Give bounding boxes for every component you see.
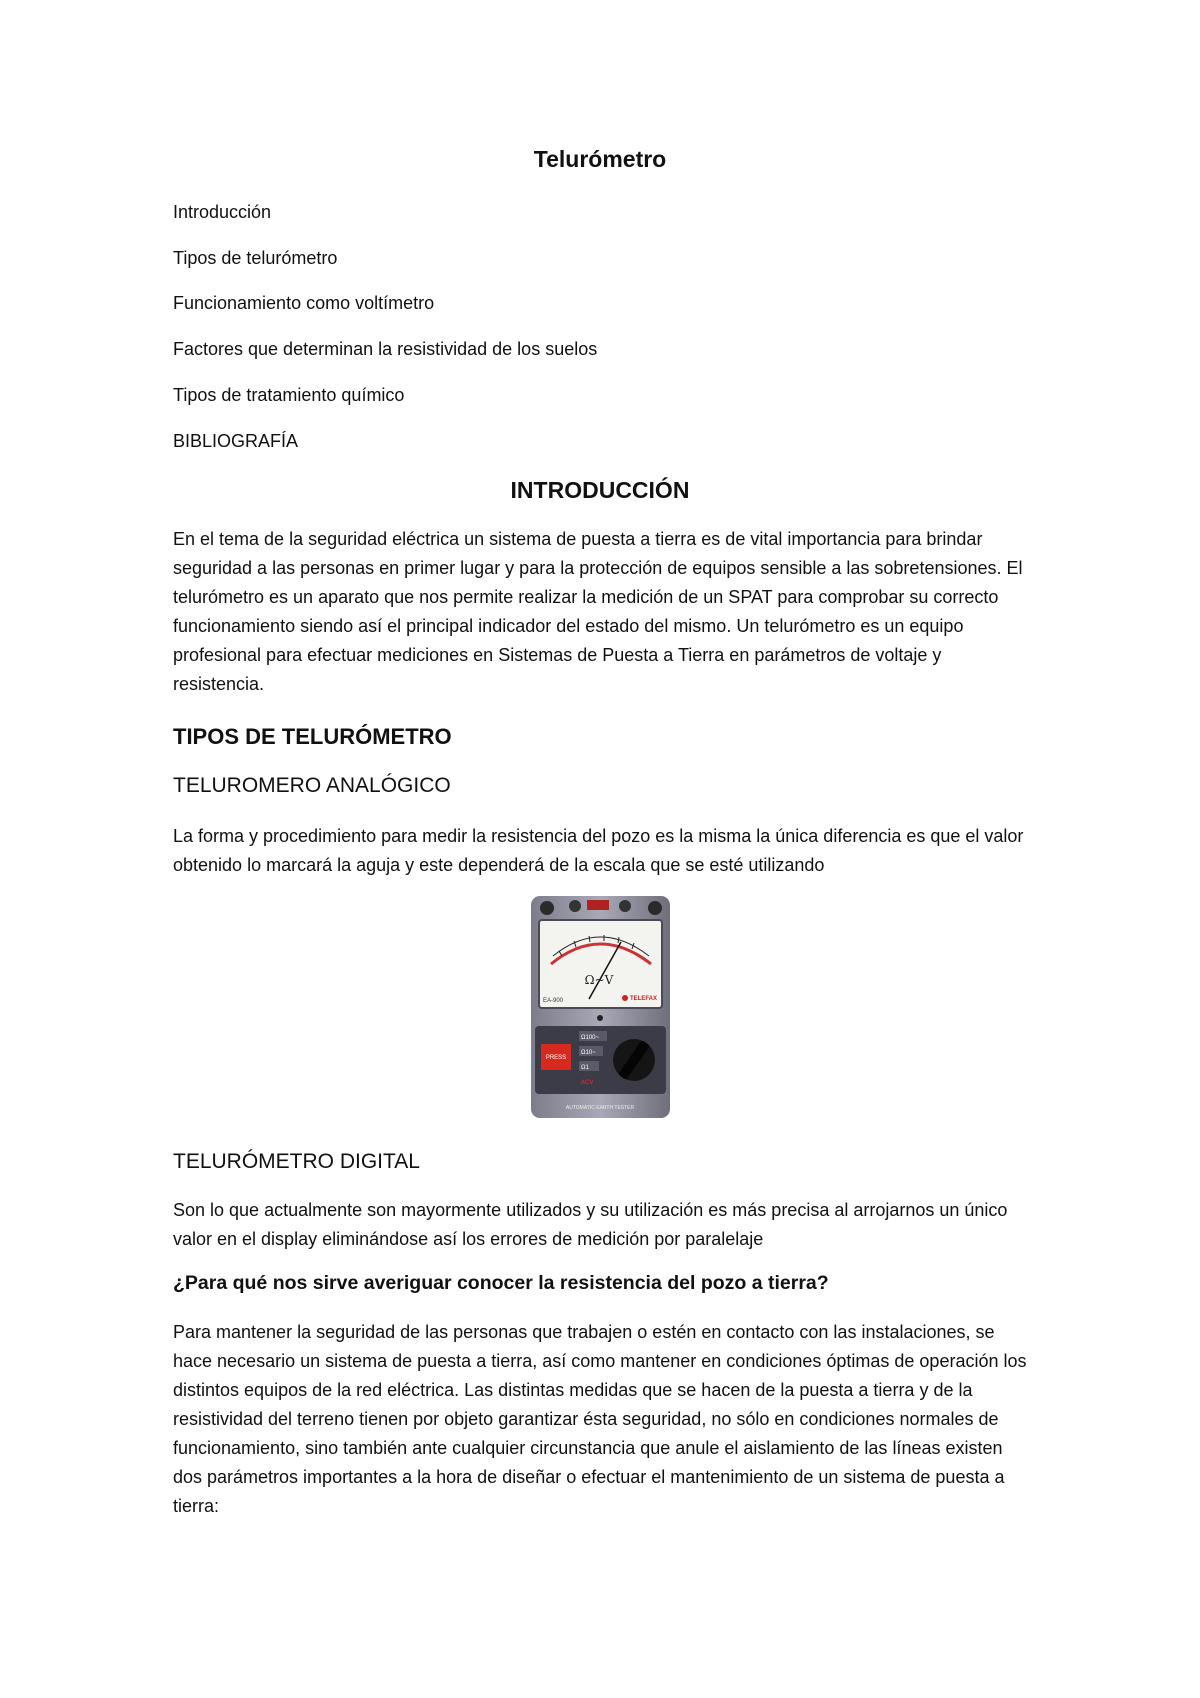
- dial-label: Ω~V: [584, 973, 614, 987]
- terminal-red: [587, 900, 609, 910]
- digital-paragraph: Son lo que actualmente son mayormente utilizados y su utilización es más precisa al arrojarnos un único valor en el display eliminándose así los errores de medición por paralelaje: [173, 1200, 1008, 1249]
- brand-logo-icon: [622, 995, 628, 1001]
- model-label: EA-900: [543, 998, 564, 1004]
- analog-heading: TELUROMERO ANALÓGICO: [173, 774, 451, 797]
- intro-paragraph: En el tema de la seguridad eléctrica un sistema de puesta a tierra es de vital importancia para brindar seguridad a las personas en primer lugar y para la protección de equipos sensible a las sobretensiones. El telurómetro es un aparato que nos permite realizar la medición de un SPAT para comprobar su correcto funcionamiento siendo así el principal indicador del estado del mismo. Un telurómetro es un equipo profesional para efectuar mediciones en Sistemas de Puesta a Tierra en parámetros de voltaje y resistencia.: [173, 529, 1023, 694]
- terminal-knob: [648, 901, 662, 915]
- lamp-icon: [597, 1015, 603, 1021]
- press-button-label: PRESS: [545, 1055, 567, 1061]
- terminal-knob: [619, 900, 631, 912]
- toc-item-bibliografia: BIBLIOGRAFÍA: [173, 431, 299, 451]
- range-label: Ω10~: [581, 1050, 596, 1056]
- toc-item-tipos: Tipos de telurómetro: [173, 248, 338, 268]
- meter-window: [539, 920, 662, 1008]
- toc-item-introduccion: Introducción: [173, 202, 272, 222]
- brand-label: TELEFAX: [630, 996, 658, 1002]
- analog-tester-image: [529, 894, 672, 1120]
- types-heading: TIPOS DE TELURÓMETRO: [173, 724, 452, 749]
- terminal-knob: [569, 900, 581, 912]
- terminal-knob: [540, 901, 554, 915]
- intro-heading: INTRODUCCIÓN: [510, 477, 690, 503]
- range-label: Ω100~: [581, 1035, 599, 1041]
- toc-item-factores: Factores que determinan la resistividad de los suelos: [173, 339, 598, 359]
- digital-heading: TELURÓMETRO DIGITAL: [173, 1150, 420, 1173]
- question-paragraph: Para mantener la seguridad de las personas que trabajen o estén en contacto con las instalaciones, se hace necesario un sistema de puesta a tierra, así como mantener en condiciones óptimas de operación los distintos equipos de la red eléctrica. Las distintas medidas que se hacen de la puesta a tierra y de la resistividad del terreno tienen por objeto garantizar ésta seguridad, no sólo en condiciones normales de funcionamiento, sino también ante cualquier circunstancia que anule el aislamiento de las líneas existen dos parámetros importantes a la hora de diseñar o efectuar el mantenimiento de un sistema de puesta a tierra:: [173, 1322, 1027, 1516]
- range-label: ACV: [581, 1080, 594, 1086]
- toc-item-tratamiento: Tipos de tratamiento químico: [173, 385, 405, 405]
- question-heading: ¿Para qué nos sirve averiguar conocer la resistencia del pozo a tierra?: [173, 1272, 829, 1294]
- document-title: Telurómetro: [533, 146, 667, 172]
- toc-item-funcionamiento: Funcionamiento como voltímetro: [173, 293, 435, 313]
- device-footer-label: AUTOMATIC EARTH TESTER: [565, 1105, 635, 1111]
- analog-paragraph: La forma y procedimiento para medir la resistencia del pozo es la misma la única diferencia es que el valor obtenido lo marcará la aguja y este dependerá de la escala que se esté utilizando: [173, 826, 1024, 875]
- range-label: Ω1: [581, 1065, 589, 1071]
